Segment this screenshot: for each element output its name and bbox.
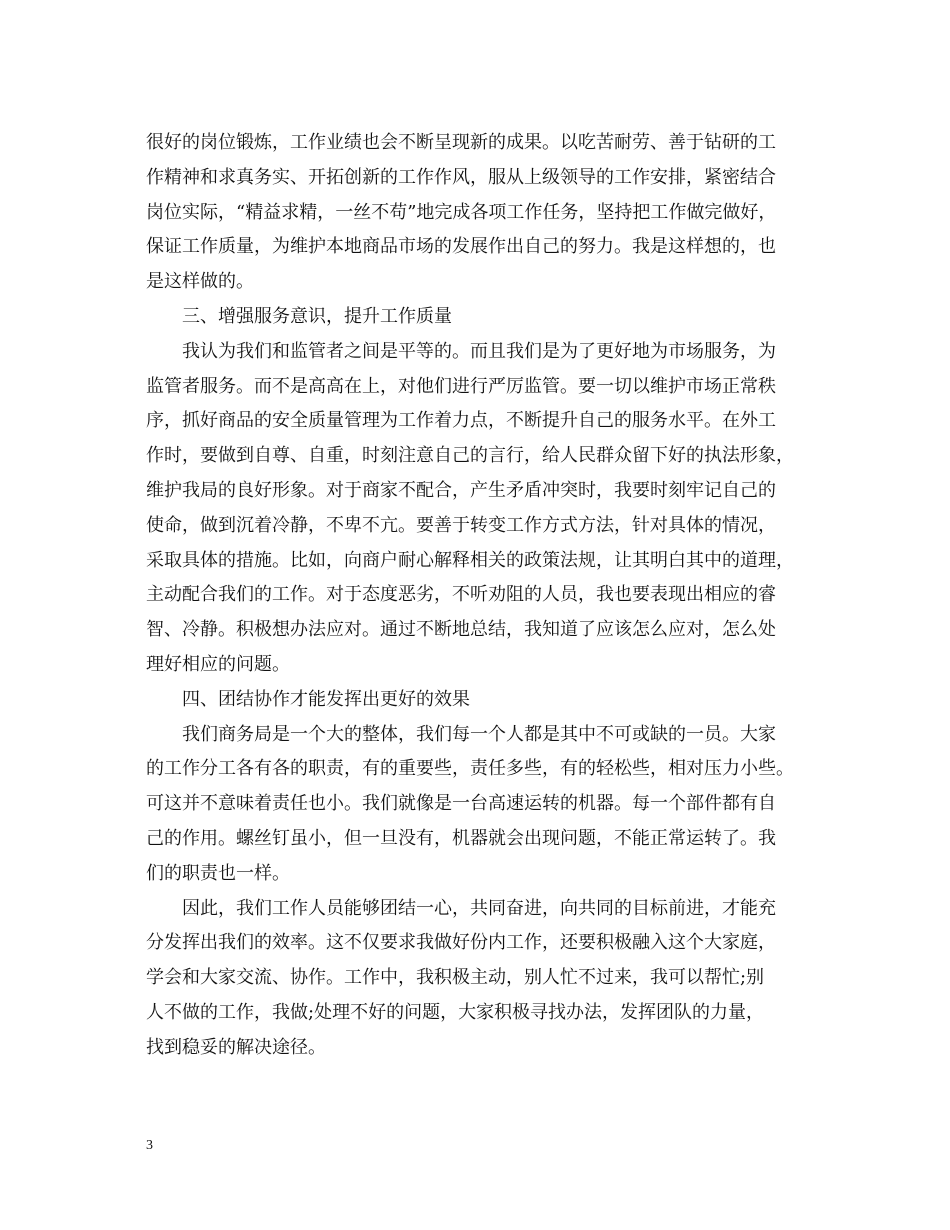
text-line: 四、团结协作才能发挥出更好的效果 — [182, 688, 470, 710]
text-line: 分发挥出我们的效率。这不仅要求我做好份内工作，还要积极融入这个大家庭， — [146, 932, 776, 954]
text-line: 使命，做到沉着冷静，不卑不亢。要善于转变工作方式方法，针对具体的情况， — [146, 514, 776, 536]
text-line: 作精神和求真务实、开拓创新的工作作风，服从上级领导的工作安排，紧密结合 — [146, 166, 776, 188]
text-line: 理好相应的问题。 — [146, 653, 290, 675]
text-line: 因此，我们工作人员能够团结一心，共同奋进，向共同的目标前进，才能充 — [182, 897, 776, 919]
text-line: 采取具体的措施。比如，向商户耐心解释相关的政策法规，让其明白其中的道理， — [146, 549, 794, 571]
text-line: 我们商务局是一个大的整体，我们每一个人都是其中不可或缺的一员。大家 — [182, 723, 776, 745]
text-line: 岗位实际，“精益求精，一丝不苟”地完成各项工作任务，坚持把工作做完做好， — [146, 201, 777, 223]
text-line: 学会和大家交流、协作。工作中，我积极主动，别人忙不过来，我可以帮忙;别 — [146, 967, 765, 989]
text-line: 序，抓好商品的安全质量管理为工作着力点，不断提升自己的服务水平。在外工 — [146, 410, 776, 432]
text-line: 很好的岗位锻炼，工作业绩也会不断呈现新的成果。以吃苦耐劳、善于钻研的工 — [146, 132, 776, 153]
page-number: 3 — [146, 1138, 153, 1153]
text-line: 作时，要做到自尊、自重，时刻注意自己的言行，给人民群众留下好的执法形象， — [146, 445, 794, 467]
text-line: 是这样做的。 — [146, 271, 254, 293]
text-line: 的工作分工各有各的职责，有的重要些，责任多些，有的轻松些，相对压力小些。 — [146, 758, 794, 780]
text-line: 监管者服务。而不是高高在上，对他们进行严厉监管。要一切以维护市场正常秩 — [146, 375, 776, 397]
text-line: 可这并不意味着责任也小。我们就像是一台高速运转的机器。每一个部件都有自 — [146, 793, 776, 815]
text-line: 主动配合我们的工作。对于态度恶劣，不听劝阻的人员，我也要表现出相应的睿 — [146, 584, 776, 606]
text-line: 维护我局的良好形象。对于商家不配合，产生矛盾冲突时，我要时刻牢记自己的 — [146, 479, 776, 501]
text-line: 三、增强服务意识，提升工作质量 — [182, 305, 452, 327]
text-line: 们的职责也一样。 — [146, 862, 290, 884]
text-line: 智、冷静。积极想办法应对。通过不断地总结，我知道了应该怎么应对，怎么处 — [146, 619, 776, 641]
text-line: 我认为我们和监管者之间是平等的。而且我们是为了更好地为市场服务，为 — [182, 340, 776, 362]
text-line: 保证工作质量，为维护本地商品市场的发展作出自己的努力。我是这样想的，也 — [146, 236, 776, 258]
text-line: 人不做的工作，我做;处理不好的问题，大家积极寻找办法，发挥团队的力量， — [146, 1001, 765, 1023]
body-text — [146, 126, 811, 1066]
text-line: 己的作用。螺丝钉虽小，但一旦没有，机器就会出现问题，不能正常运转了。我 — [146, 827, 776, 849]
text-line: 找到稳妥的解决途径。 — [146, 1036, 326, 1058]
